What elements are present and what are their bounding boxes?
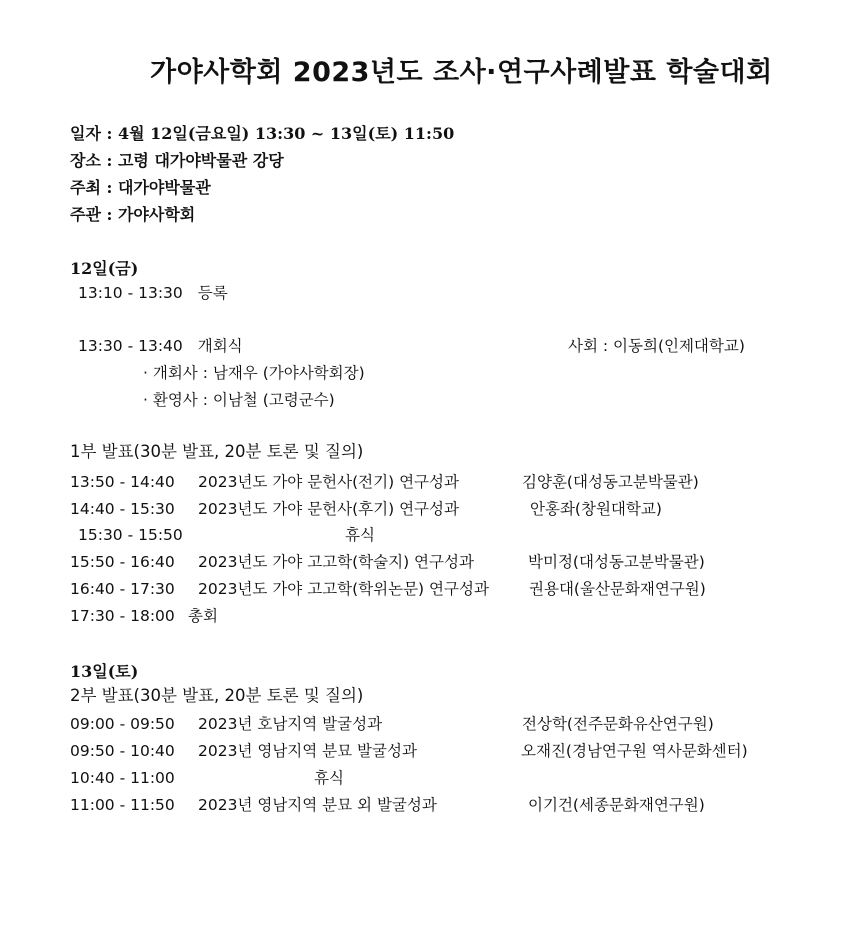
schedule-topic: 2023년 영남지역 분묘 발굴성과 <box>198 742 417 760</box>
opening-moderator: 사회 : 이동희(인제대학교) <box>568 337 745 355</box>
schedule-time: 16:40 - 17:30 <box>70 580 175 598</box>
session2-title: 2부 발표(30분 발표, 20분 토론 및 질의) <box>70 686 364 705</box>
schedule-time: 17:30 - 18:00 <box>70 607 175 625</box>
session1-title: 1부 발표(30분 발표, 20분 토론 및 질의) <box>70 442 364 461</box>
schedule-presenter: 박미정(대성동고분박물관) <box>528 553 705 571</box>
opening-speech: · 개회사 : 남재우 (가야사학회장) <box>143 364 365 382</box>
schedule-presenter: 이기건(세종문화재연구원) <box>528 796 705 814</box>
registration-row <box>78 283 228 303</box>
schedule-presenter: 권용대(울산문화재연구원) <box>529 580 706 598</box>
schedule-time: 13:50 - 14:40 <box>70 473 175 491</box>
info-organizer: 주관 : 가야사학회 <box>70 205 196 224</box>
schedule-presenter: 안홍좌(창원대학교) <box>530 500 662 518</box>
break-label: 휴식 <box>314 769 344 787</box>
welcome-speech: · 환영사 : 이남철 (고령군수) <box>143 391 335 409</box>
registration-label: 등록 <box>197 284 228 302</box>
schedule-topic: 2023년도 가야 고고학(학술지) 연구성과 <box>198 553 474 571</box>
day1-heading: 12일(금) <box>70 259 139 278</box>
info-host: 주최 : 대가야박물관 <box>70 178 211 197</box>
schedule-time: 11:00 - 11:50 <box>70 796 175 814</box>
schedule-time: 14:40 - 15:30 <box>70 500 175 518</box>
page-title: 가야사학회 2023년도 조사·연구사례발표 학술대회 <box>150 57 773 88</box>
schedule-topic: 2023년도 가야 문헌사(후기) 연구성과 <box>198 500 459 518</box>
opening-row <box>78 336 243 356</box>
schedule-time: 09:00 - 09:50 <box>70 715 175 733</box>
schedule-time: 10:40 - 11:00 <box>70 769 175 787</box>
schedule-presenter: 김양훈(대성동고분박물관) <box>522 473 699 491</box>
break-label: 휴식 <box>345 526 375 544</box>
opening-label: 개회식 <box>197 337 243 355</box>
schedule-topic: 2023년 호남지역 발굴성과 <box>198 715 383 733</box>
day2-heading: 13일(토) <box>70 662 139 681</box>
schedule-time: 15:50 - 16:40 <box>70 553 175 571</box>
info-venue: 장소 : 고령 대가야박물관 강당 <box>70 151 284 170</box>
schedule-time: 15:30 - 15:50 <box>78 526 183 544</box>
general-meeting-label: 총회 <box>188 607 218 625</box>
schedule-time: 09:50 - 10:40 <box>70 742 175 760</box>
schedule-presenter: 전상학(전주문화유산연구원) <box>522 715 714 733</box>
registration-time: 13:10 - 13:30 <box>78 284 183 302</box>
schedule-presenter: 오재진(경남연구원 역사문화센터) <box>521 742 748 760</box>
schedule-topic: 2023년도 가야 고고학(학위논문) 연구성과 <box>198 580 489 598</box>
schedule-topic: 2023년도 가야 문헌사(전기) 연구성과 <box>198 473 459 491</box>
event-info <box>70 120 454 228</box>
schedule-topic: 2023년 영남지역 분묘 외 발굴성과 <box>198 796 437 814</box>
opening-time: 13:30 - 13:40 <box>78 337 183 355</box>
info-date: 일자 : 4월 12일(금요일) 13:30 ~ 13일(토) 11:50 <box>70 124 455 143</box>
